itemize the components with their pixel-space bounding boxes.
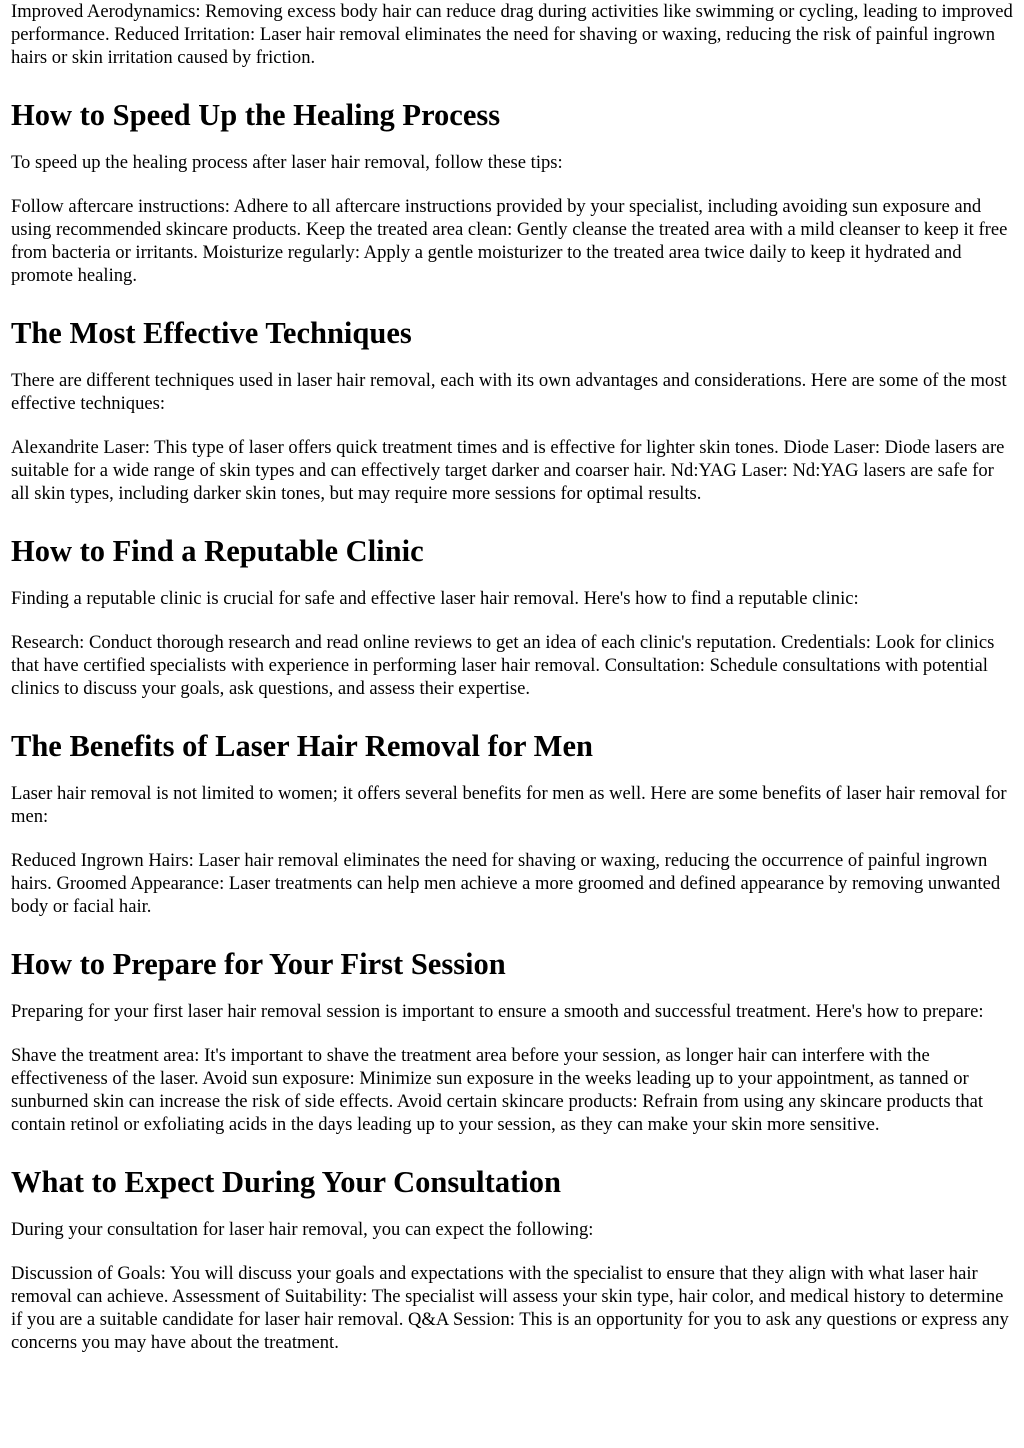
section-heading-prepare: How to Prepare for Your First Session <box>11 947 506 981</box>
intro-paragraph: Improved Aerodynamics: Removing excess body hair can reduce drag during activities like swimming or cycling, leading to improved performance. Reduced Irritation: Laser hair removal eliminates the need for shaving or waxing, reducing the risk of painful ingrown hairs or skin irritation caused by friction. <box>11 1 1013 68</box>
section-lead-clinic: Finding a reputable clinic is crucial for safe and effective laser hair removal. Here's how to find a reputable clinic: <box>11 588 859 609</box>
section-body-healing: Follow aftercare instructions: Adhere to all aftercare instructions provided by your specialist, including avoiding sun exposure and using recommended skincare products. Keep the treated area clean: Gently cleanse the treated area with a mild cleanser to keep it free from bacteria or irritants. Moisturize regularly: Apply a gentle moisturizer to the treated area twice daily to keep it hydrated and promote healing. <box>11 196 1008 286</box>
section-lead-consultation: During your consultation for laser hair removal, you can expect the following: <box>11 1219 594 1240</box>
section-lead-men: Laser hair removal is not limited to women; it offers several benefits for men as well. Here are some benefits of laser hair removal for men: <box>11 783 1007 827</box>
section-body-clinic: Research: Conduct thorough research and read online reviews to get an idea of each clinic's reputation. Credentials: Look for clinics that have certified specialists with experience in performing laser hair removal. Consultation: Schedule consultations with potential clinics to discuss your goals, ask questions, and assess their expertise. <box>11 632 995 699</box>
section-heading-men: The Benefits of Laser Hair Removal for Men <box>11 729 593 763</box>
section-body-men: Reduced Ingrown Hairs: Laser hair removal eliminates the need for shaving or waxing, reducing the occurrence of painful ingrown hairs. Groomed Appearance: Laser treatments can help men achieve a more groomed and defined appearance by removing unwanted body or facial hair. <box>11 850 1001 917</box>
section-heading-consultation: What to Expect During Your Consultation <box>11 1165 561 1199</box>
section-lead-prepare: Preparing for your first laser hair removal session is important to ensure a smooth and successful treatment. Here's how to prepare: <box>11 1001 984 1022</box>
section-body-techniques: Alexandrite Laser: This type of laser offers quick treatment times and is effective for lighter skin tones. Diode Laser: Diode lasers are suitable for a wide range of skin types and can effectively target darker and coarser hair. Nd:YAG Laser: Nd:YAG lasers are safe for all skin types, including darker skin tones, but may require more sessions for optimal results. <box>11 437 1005 504</box>
section-body-consultation: Discussion of Goals: You will discuss your goals and expectations with the specialist to ensure that they align with what laser hair removal can achieve. Assessment of Suitability: The specialist will assess your skin type, hair color, and medical history to determine if you are a suitable candidate for laser hair removal. Q&A Session: This is an opportunity for you to ask any questions or express any concerns you may have about the treatment. <box>11 1263 1009 1353</box>
section-lead-healing: To speed up the healing process after laser hair removal, follow these tips: <box>11 152 563 173</box>
section-lead-techniques: There are different techniques used in laser hair removal, each with its own advantages and considerations. Here are some of the most effective techniques: <box>11 370 1007 414</box>
section-heading-techniques: The Most Effective Techniques <box>11 316 412 350</box>
section-heading-clinic: How to Find a Reputable Clinic <box>11 534 424 568</box>
section-body-prepare: Shave the treatment area: It's important to shave the treatment area before your session, as longer hair can interfere with the effectiveness of the laser. Avoid sun exposure: Minimize sun exposure in the weeks leading up to your appointment, as tanned or sunburned skin can increase the risk of side effects. Avoid certain skincare products: Refrain from using any skincare products that contain retinol or exfoliating acids in the days leading up to your session, as they can make your skin more sensitive. <box>11 1045 984 1135</box>
section-heading-healing: How to Speed Up the Healing Process <box>11 98 501 132</box>
